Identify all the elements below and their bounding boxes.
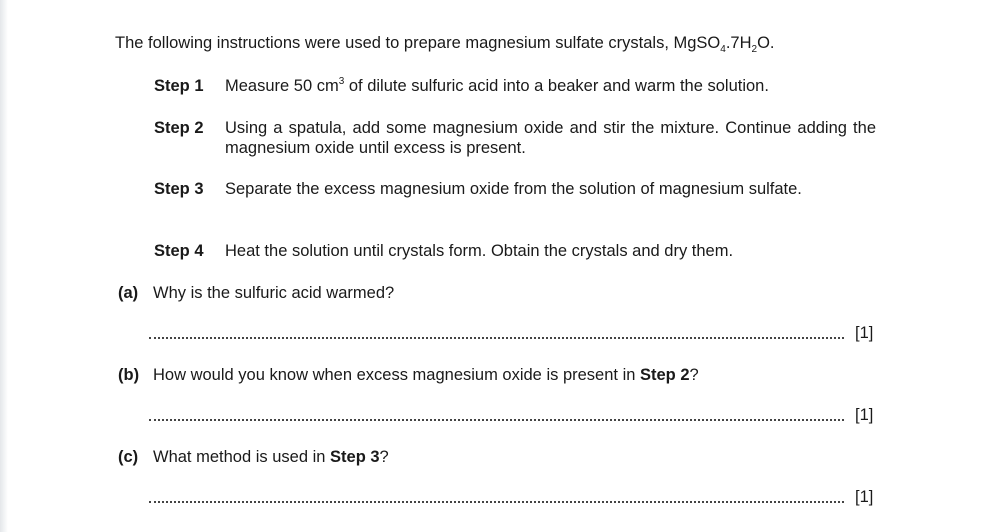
question-text: Why is the sulfuric acid warmed? [153, 284, 395, 302]
answer-line-a[interactable] [149, 337, 844, 339]
question-text [153, 447, 389, 467]
answer-line-b[interactable] [149, 419, 844, 421]
step-1-superscript: 3 [338, 76, 345, 87]
step-label: Step 1 [154, 77, 204, 95]
question-b-text: How would you know when excess magnesium oxide is present in [153, 366, 640, 384]
step-label: Step 3 [154, 180, 204, 198]
step-label: Step 4 [154, 242, 204, 260]
marks-c: [1] [855, 488, 874, 506]
step-text: Heat the solution until crystals form. Obtain the crystals and dry them. [225, 242, 734, 260]
question-letter: (c) [118, 448, 139, 466]
question-letter: (a) [118, 284, 139, 302]
step-1-text-after: of dilute sulfuric acid into a beaker and warm the solution. [344, 77, 769, 95]
step-1-text-before: Measure 50 cm [225, 77, 339, 95]
step-text: Using a spatula, add some magnesium oxide and stir the mixture. Continue adding the magnesium oxide until excess is present. [225, 119, 876, 157]
question-b-text-end: ? [689, 366, 699, 384]
marks-b: [1] [855, 406, 874, 424]
step-label: Step 2 [154, 119, 204, 137]
question-c-text: What method is used in [153, 448, 331, 466]
question-letter: (b) [118, 366, 140, 384]
marks-a: [1] [855, 324, 874, 342]
question-b-step-ref: Step 2 [640, 366, 690, 384]
intro-formula-mid: .7H [725, 34, 752, 52]
question-c-text-end: ? [379, 448, 389, 466]
intro-subscript-2: 2 [751, 44, 758, 55]
question-text [153, 365, 699, 385]
intro-text [115, 33, 775, 53]
step-text: Separate the excess magnesium oxide from the solution of magnesium sulfate. [225, 180, 802, 198]
question-c-step-ref: Step 3 [330, 448, 380, 466]
intro-subscript-4: 4 [720, 44, 726, 55]
answer-line-c[interactable] [149, 501, 844, 503]
intro-formula-end: O. [757, 34, 775, 52]
step-text [225, 76, 876, 96]
intro-main: The following instructions were used to prepare magnesium sulfate crystals, MgSO [115, 34, 721, 52]
